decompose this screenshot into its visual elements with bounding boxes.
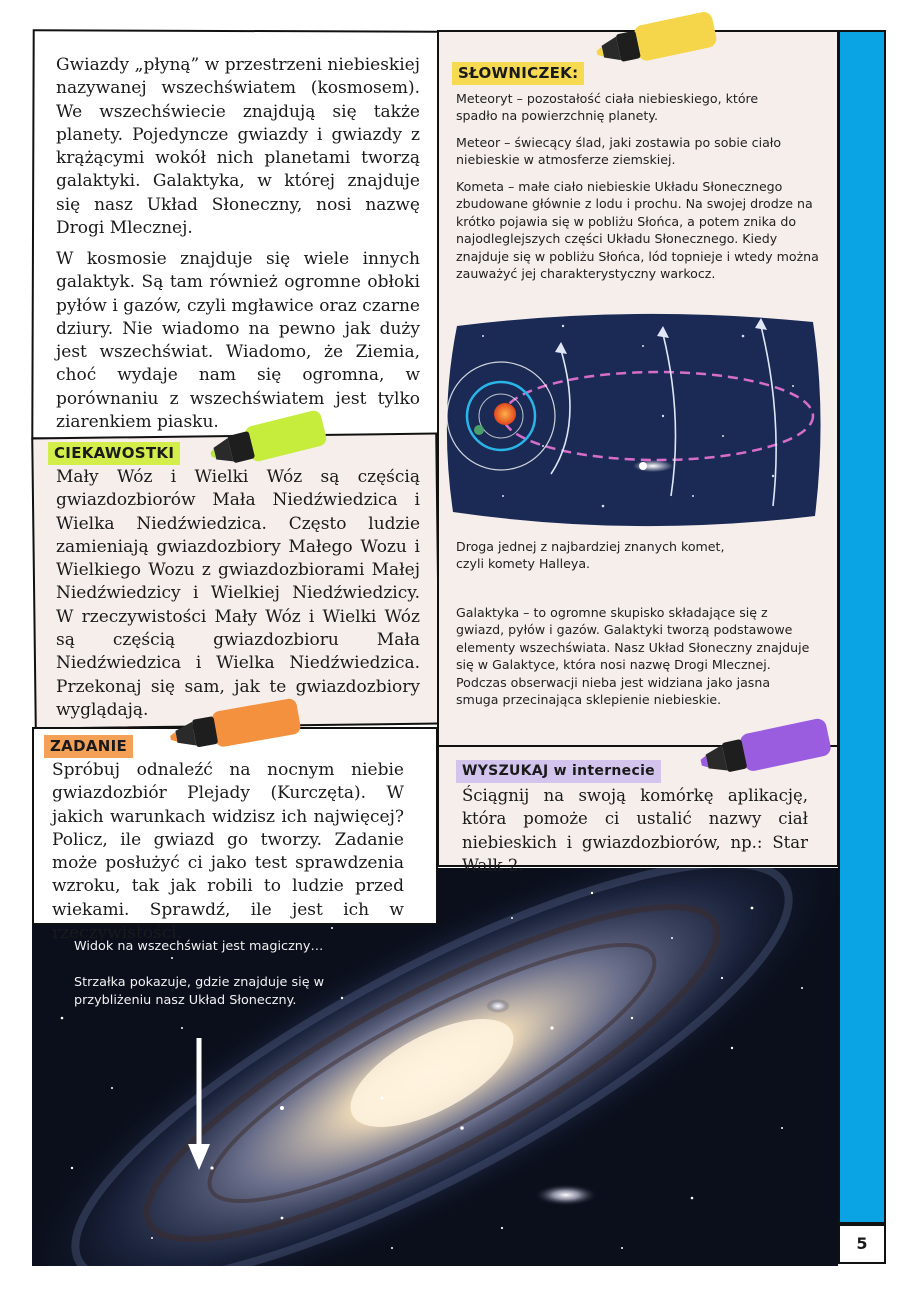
galaxy-caption-1: Widok na wszechświat jest magiczny… [74,939,324,954]
galaxy-caption-2: Strzałka pokazuje, gdzie znajduje się w przybliżeniu nasz Układ Słoneczny. [74,975,325,1008]
page-number: 5 [838,1224,886,1264]
slowniczek-label: SŁOWNICZEK: [452,62,584,85]
purple-marker-icon [696,718,836,782]
slowniczek-entry-kometa: Kometa – małe ciało niebieskie Układu Słonecznego zbudowane głównie z lodu i prochu. Na swojej drodze na krótko pojawia się w pobliżu Słońca, a potem znika do najodleglejszych części Układu Słonecznego. Kiedy znajduje się w pobliżu Słońca, lód topnieje i wtedy można zauważyć jej charakterystyczny warkocz. [456,179,819,282]
yellow-marker-icon [596,10,720,74]
ciekawostki-label: CIEKAWOSTKI [48,442,180,465]
blue-side-stripe [838,30,886,1224]
ciekawostki-text: Mały Wóz i Wielki Wóz są częścią gwiazdozbiorów Mała Niedźwiedzica i Wielka Niedźwiedzica. Często ludzie zamieniają gwiazdozbiory Małego Wozu i Wielkiego Wozu z gwiazdozbiorami Małej Niedźwiedzicy i Wielkiej Niedźwiedzicy. W rzeczywistości Mały Wóz i Wielki Wóz są częścią gwiazdozbioru Mała Niedźwiedzica i Wielka Niedźwiedzica. Przekonaj się sam, jak te gwiazdozbiory wyglądają. [56,467,420,720]
slowniczek-entry-galaktyka: Galaktyka – to ogromne skupisko składające się z gwiazd, pyłów i gazów. Galaktyki tworzą podstawowe elementy wszechświata. Nasz Układ Słoneczny znajduje się w Galaktyce, która nosi nazwę Drogi Mlecznej. Podczas obserwacji nieba jest widziana jako jasna smuga przecinająca sklepienie niebieskie. [456,605,810,708]
comet-caption: Droga jednej z najbardziej znanych komet, czyli komety Halleya. [456,539,725,572]
zadanie-text: Spróbuj odnaleźć na nocnym niebie gwiazdozbiór Plejady (Kurczęta). W jakich warunkach widzisz ich najwięcej? Policz, ile gwiazd go tworzy. Zadanie może posłużyć ci jako test sprawdzenia wzroku, tak jak robili to ludzie przed wiekami. Sprawdź, ile jest ich w rzeczywistości. [52,760,404,944]
comet-orbit-diagram [443,306,825,532]
zadanie-label: ZADANIE [44,735,133,758]
wyszukaj-text: Ściągnij na swoją komórkę aplikację, która pomoże ci ustalić nazwy ciał niebieskich i gwiazdozbiorów, np.: Star Walk 2. [462,786,808,875]
orange-marker-icon [168,698,308,760]
intro-paragraph-2: W kosmosie znajduje się wiele innych galaktyk. Są tam również ogromne obłoki pyłów i gazów, czyli mgławice oraz czarne dziury. Nie wiadomo na pewno jak duży jest wszechświat. Wiadomo, że Ziemia, choć wydaje nam się ogromna, w porównaniu z wszechświatem jest tylko ziarenkiem piasku. [56,249,420,433]
intro-paragraph-1: Gwiazdy „płyną” w przestrzeni niebieskiej nazywanej wszechświatem (kosmosem). We wszechświecie znajdują się także planety. Pojedyncze gwiazdy i gwiazdy z krążącymi wokół nich planetami tworzą galaktyki. Galaktyka, w której znajduje się nasz Układ Słoneczny, nosi nazwę Drogi Mlecznej. [56,55,420,239]
arrow-icon [184,1036,214,1176]
slowniczek-entry-meteor: Meteor – świecący ślad, jaki zostawia po sobie ciało niebieskie w atmosferze ziemskiej. [456,135,782,168]
slowniczek-entry-meteoryt: Meteoryt – pozostałość ciała niebieskiego, które spadło na powierzchnię planety. [456,91,759,124]
wyszukaj-label: WYSZUKAJ w internecie [456,760,661,783]
